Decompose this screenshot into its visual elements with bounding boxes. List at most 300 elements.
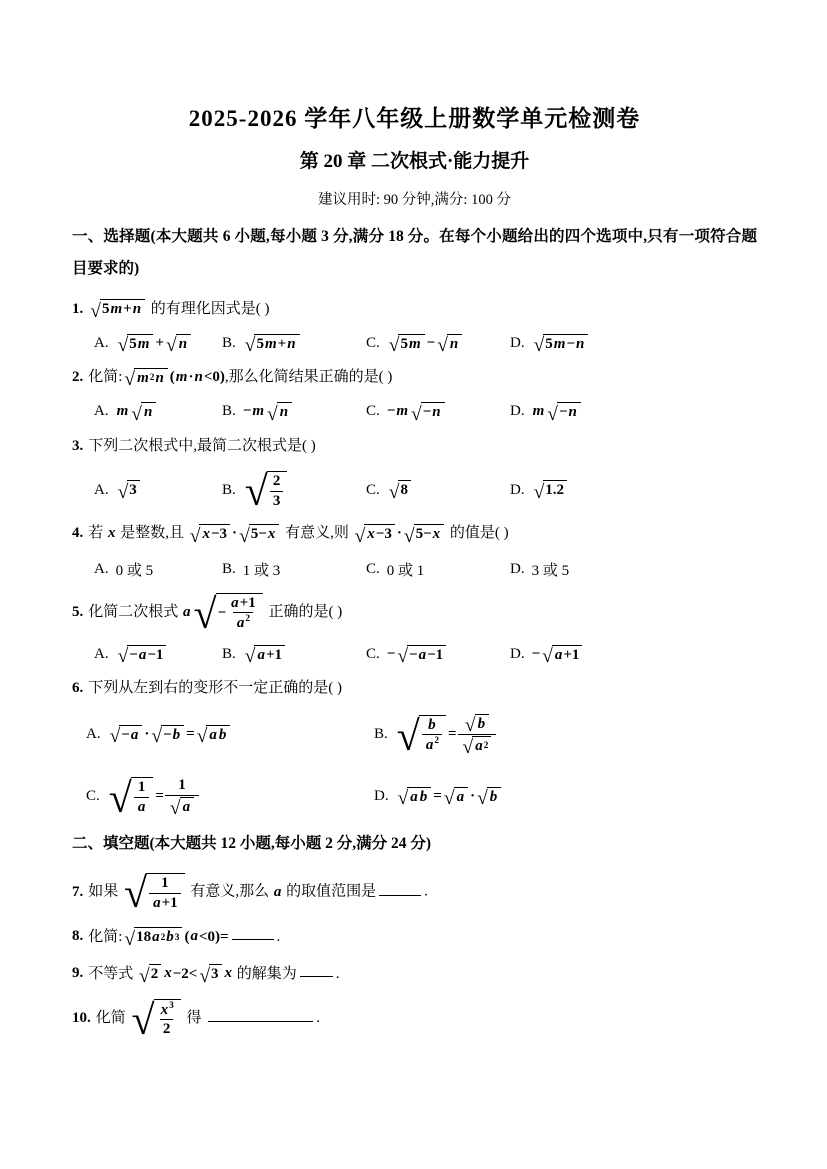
math-text: ( <box>169 369 175 386</box>
radical <box>90 299 145 322</box>
math-text: 3 <box>211 966 219 983</box>
option-label: D. <box>510 334 525 351</box>
fraction <box>149 875 181 912</box>
math-variable: m <box>532 403 545 420</box>
math-variable: m <box>110 301 123 318</box>
radical <box>189 524 230 547</box>
radicand <box>127 480 140 499</box>
option-label: A. <box>94 334 109 351</box>
option-d <box>510 402 757 425</box>
questions-container <box>72 221 757 1044</box>
radical-sign-icon: √ <box>396 714 420 760</box>
radicand <box>557 402 581 421</box>
radical <box>411 402 445 425</box>
option-a <box>94 559 222 580</box>
fraction-denominator <box>270 491 284 510</box>
math-variable: b <box>428 716 436 733</box>
option-c <box>366 645 510 668</box>
fraction-numerator <box>157 1001 177 1020</box>
text-run: 有意义,那么 <box>186 883 273 900</box>
math-text: − <box>121 726 130 743</box>
radical-sign-icon: √ <box>169 798 181 820</box>
math-variable: x <box>367 526 375 543</box>
radical <box>108 775 154 822</box>
question-5 <box>72 591 757 668</box>
radical <box>388 334 425 357</box>
math-variable: x <box>108 525 116 542</box>
radical-sign-icon: √ <box>108 775 132 822</box>
option-d <box>510 645 757 668</box>
radicand <box>454 787 469 806</box>
radical <box>443 787 468 810</box>
math-text: 1 <box>178 777 186 794</box>
math-superscript: 2 <box>160 932 166 943</box>
radical-sign-icon: √ <box>388 481 400 503</box>
math-text: 1.2 <box>545 482 565 499</box>
radical-sign-icon: √ <box>131 997 155 1044</box>
option-label: C. <box>366 403 380 420</box>
option-label: B. <box>374 725 388 742</box>
option-c <box>86 775 374 822</box>
math-text: · <box>232 525 238 542</box>
text-run: 0 或 1 <box>386 562 425 579</box>
radical-sign-icon: √ <box>244 646 256 668</box>
option-a <box>94 402 222 425</box>
options-row <box>72 334 757 357</box>
text-run: 1 或 3 <box>242 562 281 579</box>
question-number: 9. <box>72 965 84 982</box>
math-text: 5 <box>545 335 553 352</box>
radical <box>169 797 194 820</box>
radical-sign-icon: √ <box>124 928 136 950</box>
math-text: 18 <box>136 929 152 946</box>
math-variable: n <box>194 369 203 386</box>
radicand <box>209 964 222 983</box>
radical-sign-icon: √ <box>131 403 142 425</box>
math-variable: a <box>138 647 147 664</box>
math-variable: m <box>396 403 408 420</box>
radical <box>477 787 501 810</box>
math-text: 5− <box>415 526 432 543</box>
radical-sign-icon: √ <box>464 714 476 736</box>
radicand <box>127 645 166 664</box>
question-9 <box>72 962 757 986</box>
math-text: −3 <box>210 526 228 543</box>
option-c <box>366 334 510 357</box>
math-variable: a <box>554 647 563 664</box>
radical <box>464 714 489 736</box>
math-variable: m <box>252 403 264 420</box>
radical-sign-icon: √ <box>117 646 129 668</box>
option-b <box>222 334 366 357</box>
math-text: · <box>144 725 150 742</box>
math-variable: b <box>166 929 174 946</box>
math-variable: b <box>218 726 227 743</box>
math-text: 5 <box>256 335 264 352</box>
option-label: C. <box>366 560 380 577</box>
math-text: +1 <box>265 647 283 664</box>
math-text: − <box>386 403 396 420</box>
radicand <box>254 334 299 353</box>
radical <box>388 480 411 503</box>
radicand <box>407 645 446 664</box>
radical <box>193 591 263 638</box>
fraction <box>134 779 150 816</box>
option-label: C. <box>366 646 380 663</box>
answer-blank <box>208 1006 313 1022</box>
text-run: 化简 <box>95 1009 130 1026</box>
math-text: 5 <box>101 301 110 318</box>
radical-sign-icon: √ <box>124 369 136 391</box>
option-label: C. <box>86 788 100 805</box>
options-row <box>72 714 757 822</box>
math-variable: m <box>137 335 150 352</box>
question-stem <box>72 298 757 321</box>
section-choice-header: 一、选择题(本大题共 6 小题,每小题 3 分,满分 18 分。在每个小题给出的四个选项中,只有一项符合题目要求的) <box>72 228 757 277</box>
math-superscript: 2 <box>434 736 439 747</box>
fraction-numerator <box>460 714 494 734</box>
option-label: A. <box>94 403 109 420</box>
math-text: +1 <box>563 647 580 664</box>
radical <box>239 524 279 547</box>
option-label: B. <box>222 646 236 663</box>
radicand <box>472 736 491 755</box>
radicand <box>419 715 446 755</box>
question-number: 8. <box>72 928 84 945</box>
radicand <box>131 777 154 816</box>
fraction-numerator <box>227 595 259 613</box>
radical-sign-icon: √ <box>388 335 400 357</box>
fraction-numerator <box>424 717 440 735</box>
fraction-denominator <box>165 795 199 820</box>
radicand <box>447 334 462 353</box>
text-run: 若 <box>88 525 108 542</box>
math-variable: n <box>178 335 188 352</box>
text-run: 有意义,则 <box>281 525 353 542</box>
radical-sign-icon: √ <box>244 469 268 516</box>
fraction-numerator <box>270 473 284 491</box>
text-run: 的取值范围是 <box>282 883 377 900</box>
text-run: . <box>276 928 281 945</box>
radical-sign-icon: √ <box>477 788 488 810</box>
math-text: <0)= <box>198 928 229 945</box>
radical-sign-icon: √ <box>124 871 148 918</box>
question-stem <box>72 871 757 918</box>
option-label: B. <box>222 334 236 351</box>
radical-sign-icon: √ <box>547 403 558 425</box>
math-text: 5 <box>129 335 137 352</box>
option-d <box>510 480 757 503</box>
radical-sign-icon: √ <box>90 300 101 322</box>
question-8 <box>72 925 757 949</box>
math-text: − <box>566 335 576 352</box>
math-superscript: 3 <box>174 932 180 943</box>
fraction-numerator <box>135 779 149 797</box>
radical-sign-icon: √ <box>533 335 545 357</box>
text-run: 不等式 <box>88 965 138 982</box>
options-row <box>72 402 757 425</box>
math-text: 8 <box>400 482 408 499</box>
math-variable: a <box>236 615 245 632</box>
radical-sign-icon: √ <box>109 726 121 748</box>
radical <box>397 787 432 810</box>
text-run: 下列二次根式中,最简二次根式是( ) <box>88 437 316 454</box>
radical <box>547 402 581 425</box>
question-stem <box>72 962 757 986</box>
text-run: 下列从左到右的变形不一定正确的是( ) <box>88 680 342 697</box>
math-text: − <box>242 403 252 420</box>
radicand <box>176 334 191 353</box>
math-variable: b <box>172 726 181 743</box>
option-label: C. <box>366 334 380 351</box>
option-label: D. <box>510 403 525 420</box>
radical <box>244 469 288 516</box>
math-text: · <box>396 525 402 542</box>
radical <box>533 480 567 503</box>
question-6 <box>72 677 757 822</box>
paper-meta: 建议用时: 90 分钟,满分: 100 分 <box>318 192 511 208</box>
math-variable: x <box>202 526 210 543</box>
math-variable: m <box>553 335 566 352</box>
option-label: D. <box>510 481 525 498</box>
option-label: A. <box>94 481 109 498</box>
radical <box>397 645 446 668</box>
math-text: 2 <box>162 1021 171 1038</box>
math-variable: a <box>130 726 139 743</box>
radical-sign-icon: √ <box>117 481 129 503</box>
math-text: − <box>422 404 432 421</box>
text-run: . <box>424 883 428 900</box>
radical <box>396 714 446 760</box>
math-text: + <box>123 301 132 318</box>
math-superscript: 3 <box>169 1000 174 1011</box>
math-superscript: 2 <box>245 614 250 625</box>
math-text: +1 <box>239 594 256 611</box>
text-run: 化简: <box>88 369 123 386</box>
math-text: + <box>155 334 165 351</box>
math-variable: n <box>568 404 577 421</box>
math-variable: m <box>175 369 188 386</box>
math-text: − <box>386 646 396 663</box>
math-text: 3 <box>272 492 281 509</box>
math-text: 2 <box>150 966 159 983</box>
question-10 <box>72 997 757 1044</box>
math-text: − <box>558 404 568 421</box>
radical-sign-icon: √ <box>443 788 455 810</box>
radical <box>244 334 300 357</box>
radicand <box>127 334 153 353</box>
question-stem <box>72 997 757 1044</box>
question-7 <box>72 871 757 918</box>
radicand <box>199 524 230 543</box>
fraction <box>422 717 442 755</box>
question-number: 4. <box>72 525 84 542</box>
radicand <box>543 480 567 499</box>
radical-sign-icon: √ <box>199 965 211 987</box>
radical <box>533 334 589 357</box>
question-number: 7. <box>72 883 84 900</box>
radical-sign-icon: √ <box>397 788 409 810</box>
question-stem <box>72 366 757 389</box>
radical-sign-icon: √ <box>166 335 177 357</box>
text-run: 正确的是( ) <box>264 603 343 620</box>
radical <box>117 645 167 668</box>
radical <box>244 645 285 668</box>
radical <box>124 368 167 391</box>
radicand <box>149 964 162 983</box>
radical-sign-icon: √ <box>239 525 250 547</box>
math-variable: a <box>456 789 465 806</box>
math-text: −1 <box>147 647 164 664</box>
text-run: 化简二次根式 <box>88 603 183 620</box>
math-variable: b <box>477 715 486 732</box>
math-variable: a <box>410 789 418 806</box>
math-text: − <box>531 646 541 663</box>
option-label: A. <box>86 725 101 742</box>
radicand <box>414 524 445 543</box>
question-number: 10. <box>72 1009 91 1026</box>
math-variable: n <box>143 404 153 421</box>
section-fill-header: 二、填空题(本大题共 12 小题,每小题 2 分,满分 24 分) <box>72 835 432 853</box>
math-text: − <box>426 334 436 351</box>
options-row <box>72 645 757 668</box>
answer-blank <box>232 925 274 941</box>
math-variable: x <box>224 965 233 982</box>
math-variable: a <box>475 737 483 754</box>
option-a <box>94 480 222 503</box>
math-variable: b <box>489 789 498 806</box>
radicand <box>487 787 502 806</box>
radicand <box>254 645 285 664</box>
math-text: − <box>409 647 418 664</box>
radicand <box>134 927 182 946</box>
text-run: 得 <box>182 1009 206 1026</box>
math-variable: n <box>449 335 459 352</box>
radicand <box>421 402 445 421</box>
option-b <box>222 469 366 516</box>
radical <box>462 736 492 759</box>
radicand <box>119 725 142 744</box>
math-variable: a <box>209 726 217 743</box>
paper-subtitle: 第 20 章 二次根式·能力提升 <box>299 151 530 172</box>
radical-sign-icon: √ <box>267 403 278 425</box>
radical <box>131 997 181 1044</box>
option-label: B. <box>222 481 236 498</box>
math-text: = <box>186 725 195 742</box>
question-4 <box>72 522 757 579</box>
option-d <box>510 334 757 357</box>
option-label: A. <box>94 646 109 663</box>
math-text: = <box>447 725 457 742</box>
math-variable: a <box>257 647 265 664</box>
radical-sign-icon: √ <box>403 525 415 547</box>
radicand <box>475 714 490 733</box>
fraction <box>165 777 199 820</box>
fraction-denominator <box>160 1019 174 1038</box>
radical <box>139 964 161 987</box>
option-label: C. <box>366 481 380 498</box>
radical <box>117 480 140 503</box>
fraction-denominator <box>422 734 442 754</box>
math-text: <0) <box>203 369 225 386</box>
radicand <box>180 797 195 816</box>
radical <box>267 402 292 425</box>
math-variable: x <box>432 526 441 543</box>
math-text: ( <box>184 928 190 945</box>
fraction-denominator <box>233 612 253 632</box>
option-label: D. <box>374 788 389 805</box>
option-a <box>86 725 374 748</box>
math-text: −3 <box>375 526 392 543</box>
radical-sign-icon: √ <box>397 646 409 668</box>
question-stem <box>72 591 757 638</box>
fraction-denominator <box>134 797 150 816</box>
option-c <box>366 480 510 503</box>
text-run: 是整数,且 <box>116 525 188 542</box>
radical-sign-icon: √ <box>542 646 553 668</box>
text-run: . <box>316 1009 320 1026</box>
radicand <box>141 402 156 421</box>
question-1 <box>72 298 757 357</box>
fraction <box>458 714 497 759</box>
math-variable: a <box>425 737 434 754</box>
option-a <box>94 334 222 357</box>
radical <box>403 524 444 547</box>
math-text: 2 <box>272 472 281 489</box>
question-stem <box>72 925 757 949</box>
radical-sign-icon: √ <box>244 335 256 357</box>
math-text: 5− <box>250 526 267 543</box>
option-b <box>222 559 366 580</box>
radicand <box>552 645 583 664</box>
radical-sign-icon: √ <box>193 591 217 638</box>
math-variable: m <box>137 369 149 386</box>
answer-blank <box>379 880 421 896</box>
radicand <box>277 402 292 421</box>
math-text: +1 <box>161 894 178 911</box>
fraction-numerator <box>175 777 189 795</box>
math-text: = <box>433 788 442 805</box>
question-stem <box>72 435 757 458</box>
text-run: ,那么化简结果正确的是( ) <box>224 369 393 386</box>
radicand <box>398 480 411 499</box>
radical <box>166 334 191 357</box>
radicand <box>398 334 424 353</box>
math-variable: a <box>231 594 239 611</box>
math-variable: a <box>183 603 191 620</box>
option-label: A. <box>94 560 109 577</box>
question-number: 6. <box>72 680 84 697</box>
question-stem <box>72 522 757 545</box>
option-d <box>510 559 757 580</box>
math-variable: x <box>164 965 172 982</box>
options-row <box>72 469 757 516</box>
math-variable: a <box>153 894 161 911</box>
math-variable: a <box>273 883 282 900</box>
math-text: 3 <box>129 482 137 499</box>
radical-sign-icon: √ <box>462 737 474 759</box>
math-text: · <box>188 369 194 386</box>
math-variable: a <box>418 647 427 664</box>
option-b <box>222 645 366 668</box>
math-text: − <box>129 647 138 664</box>
radicand <box>364 524 395 543</box>
text-run: 3 或 5 <box>531 562 570 579</box>
math-variable: x <box>267 526 276 543</box>
math-superscript: 2 <box>149 373 155 384</box>
radicand <box>206 725 230 744</box>
radical <box>124 927 182 950</box>
